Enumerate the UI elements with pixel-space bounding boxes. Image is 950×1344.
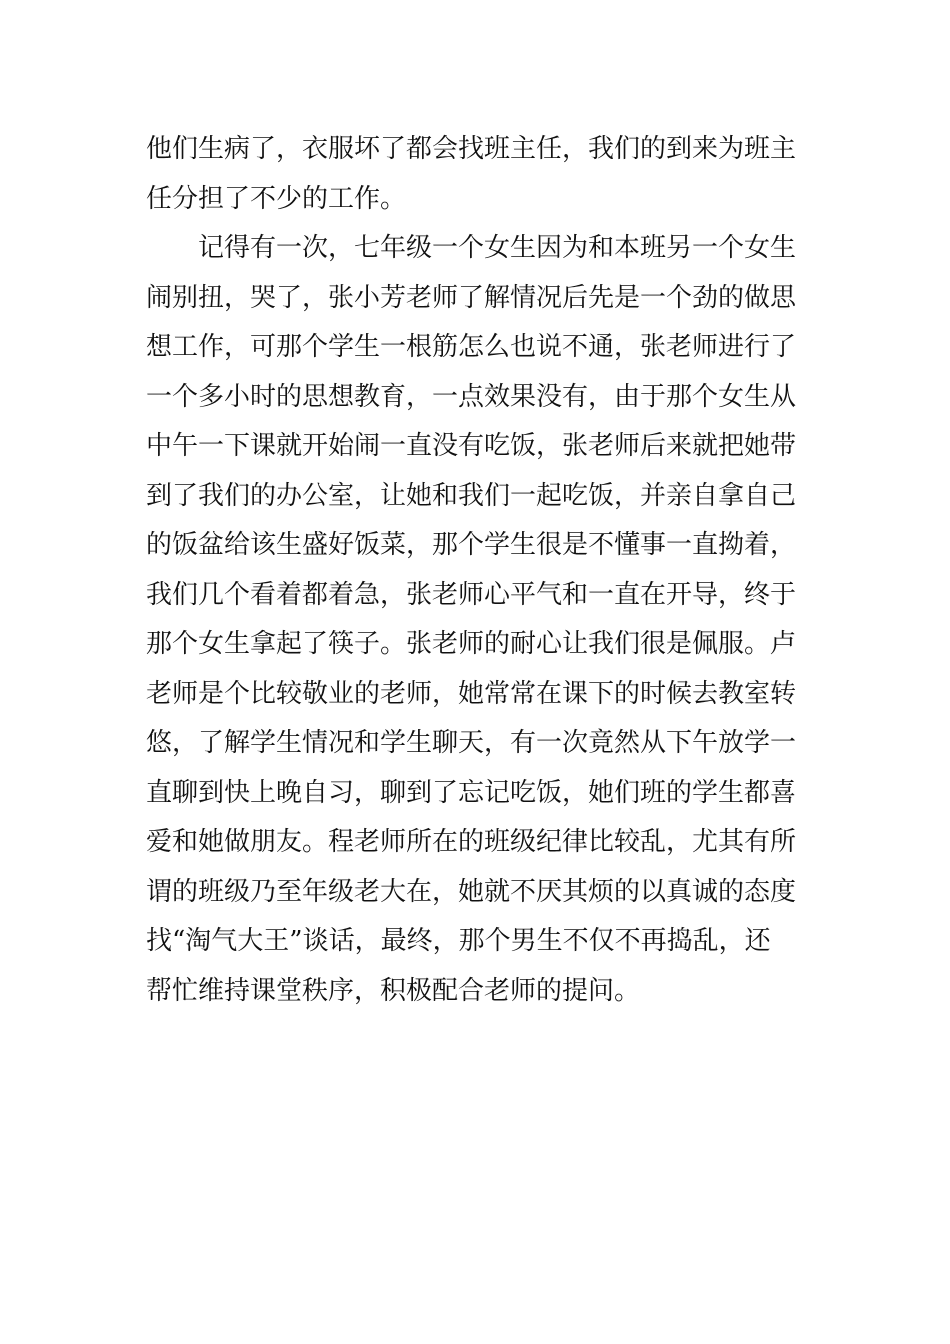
text-line: 一个多小时的思想教育，一点效果没有，由于那个女生从 [146,381,797,412]
text-line: 那个女生拿起了筷子。张老师的耐心让我们很是佩服。卢 [146,629,797,659]
text-line: 谓的班级乃至年级老大在，她就不厌其烦的以真诚的态度 [146,876,797,907]
text-line: 到了我们的办公室，让她和我们一起吃饭，并亲自拿自己 [146,480,797,511]
text-line: 的饭盆给该生盛好饭菜，那个学生很是不懂事一直拗着， [146,530,797,560]
text-line: 爱和她做朋友。程老师所在的班级纪律比较乱，尤其有所 [146,827,797,857]
paragraph-2 [146,224,808,1016]
text-line: 老师是个比较敬业的老师，她常常在课下的时候去教室转 [146,678,797,709]
text-line: 任分担了不少的工作。 [146,183,407,214]
text-line: 记得有一次，七年级一个女生因为和本班另一个女生 [198,233,797,263]
text-line: 直聊到快上晚自习，聊到了忘记吃饭，她们班的学生都喜 [146,777,797,808]
text-line: 闹别扭，哭了，张小芳老师了解情况后先是一个劲的做思 [146,282,797,313]
text-line: 帮忙维持课堂秩序，积极配合老师的提问。 [146,975,641,1006]
text-line: 想工作，可那个学生一根筋怎么也说不通，张老师进行了 [146,332,797,362]
text-line: 我们几个看着都着急，张老师心平气和一直在开导，终于 [146,579,797,610]
text-line: 悠，了解学生情况和学生聊天，有一次竟然从下午放学一 [146,728,797,758]
paragraph-1 [146,125,808,224]
text-line: 找“淘气大王”谈话，最终，那个男生不仅不再捣乱，还 [146,926,771,956]
text-line: 他们生病了，衣服坏了都会找班主任，我们的到来为班主 [146,134,797,164]
text-line: 中午一下课就开始闹一直没有吃饭，张老师后来就把她带 [146,431,797,461]
body-text [146,125,808,1016]
